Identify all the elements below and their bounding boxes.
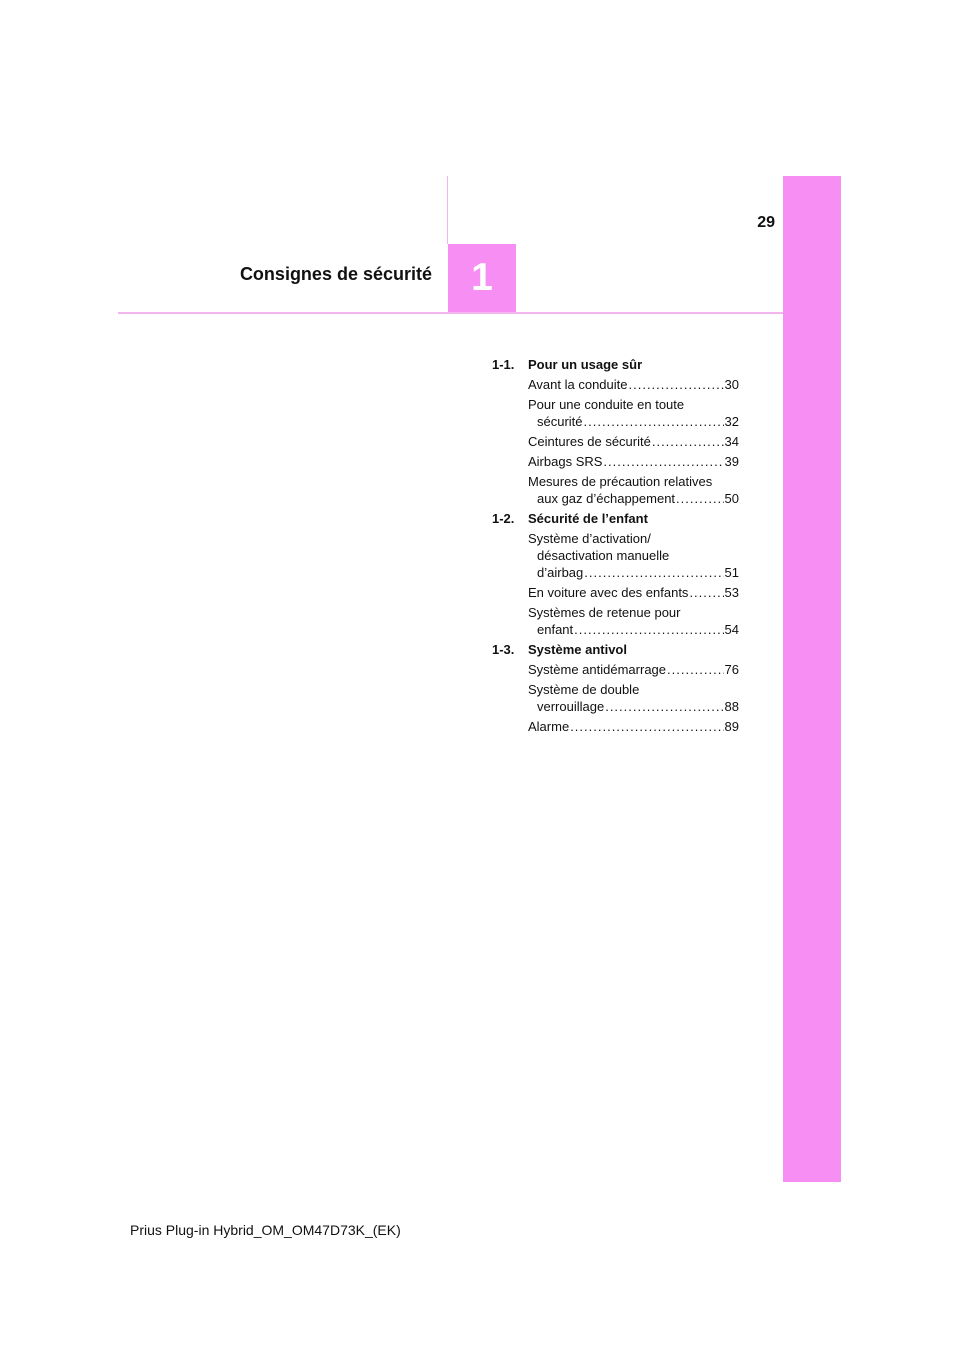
toc-entry-page: 50 [724,491,739,506]
dot-leader [676,490,723,507]
header-vertical-rule [447,176,448,244]
toc-entry-text: Système d’activation/ [528,531,651,546]
toc-entry[interactable] [492,718,739,735]
toc-entry-text: Ceintures de sécurité [528,434,651,449]
toc-entry-page: 39 [724,454,739,469]
dot-leader [584,413,724,430]
section-title: Système antivol [528,642,627,657]
toc-entry-page: 88 [724,699,739,714]
section-title: Sécurité de l’enfant [528,511,648,526]
toc-entry[interactable] [492,604,739,638]
section-title: Pour un usage sûr [528,357,643,372]
toc-entry-text: Système antidémarrage [528,662,667,677]
dot-leader [584,564,723,581]
toc-entry-text: Systèmes de retenue pour [528,605,681,620]
dot-leader [605,698,723,715]
toc-section [492,510,739,638]
toc-entry-page: 30 [724,377,739,392]
toc-entry-text: Alarme [528,719,570,734]
toc-section [492,641,739,735]
chapter-number-box [448,244,516,312]
toc-entry-page: 51 [724,565,739,580]
toc-entry-text: enfant [537,622,574,637]
dot-leader [667,661,724,678]
toc-entry-page: 76 [724,662,739,677]
toc-entry[interactable] [492,453,739,470]
header-horizontal-rule [118,312,783,314]
dot-leader [689,584,723,601]
toc-entry-page: 89 [724,719,739,734]
toc-entry-text: Mesures de précaution relatives [528,474,713,489]
toc-entry[interactable] [492,376,739,393]
toc-entry-text: désactivation manuelle [537,548,670,563]
toc-entry[interactable] [492,661,739,678]
toc-entry-page: 32 [724,414,739,429]
toc-entry[interactable] [492,433,739,450]
toc-section-heading[interactable] [492,641,739,658]
toc-entry[interactable] [492,681,739,715]
dot-leader [652,433,724,450]
table-of-contents [492,356,739,738]
toc-entry-page: 54 [724,622,739,637]
section-number: 1-3. [492,642,515,657]
toc-section-heading[interactable] [492,356,739,373]
toc-entry[interactable] [492,473,739,507]
toc-entry[interactable] [492,530,739,581]
chapter-number: 1 [471,256,493,299]
toc-section-heading[interactable] [492,510,739,527]
toc-entry-text: En voiture avec des enfants [528,585,689,600]
dot-leader [603,453,723,470]
dot-leader [574,621,723,638]
toc-entry-text: Système de double [528,682,640,697]
chapter-side-tab [783,176,841,1182]
toc-section [492,356,739,507]
toc-entry[interactable] [492,396,739,430]
toc-entry-text: Pour une conduite en toute [528,397,685,412]
section-number: 1-2. [492,511,515,526]
toc-entry-text: Avant la conduite [528,377,628,392]
toc-entry[interactable] [492,584,739,601]
dot-leader [570,718,723,735]
footer-document-id: Prius Plug-in Hybrid_OM_OM47D73K_(EK) [130,1222,401,1238]
section-number: 1-1. [492,357,515,372]
toc-entry-text: d’airbag [537,565,584,580]
dot-leader [629,376,724,393]
toc-entry-page: 34 [724,434,739,449]
toc-entry-text: Airbags SRS [528,454,603,469]
toc-entry-text: sécurité [537,414,583,429]
page-number: 29 [757,214,775,231]
toc-entry-text: aux gaz d’échappement [537,491,676,506]
chapter-title: Consignes de sécurité [239,264,432,284]
toc-entry-text: verrouillage [537,699,605,714]
toc-entry-page: 53 [724,585,739,600]
